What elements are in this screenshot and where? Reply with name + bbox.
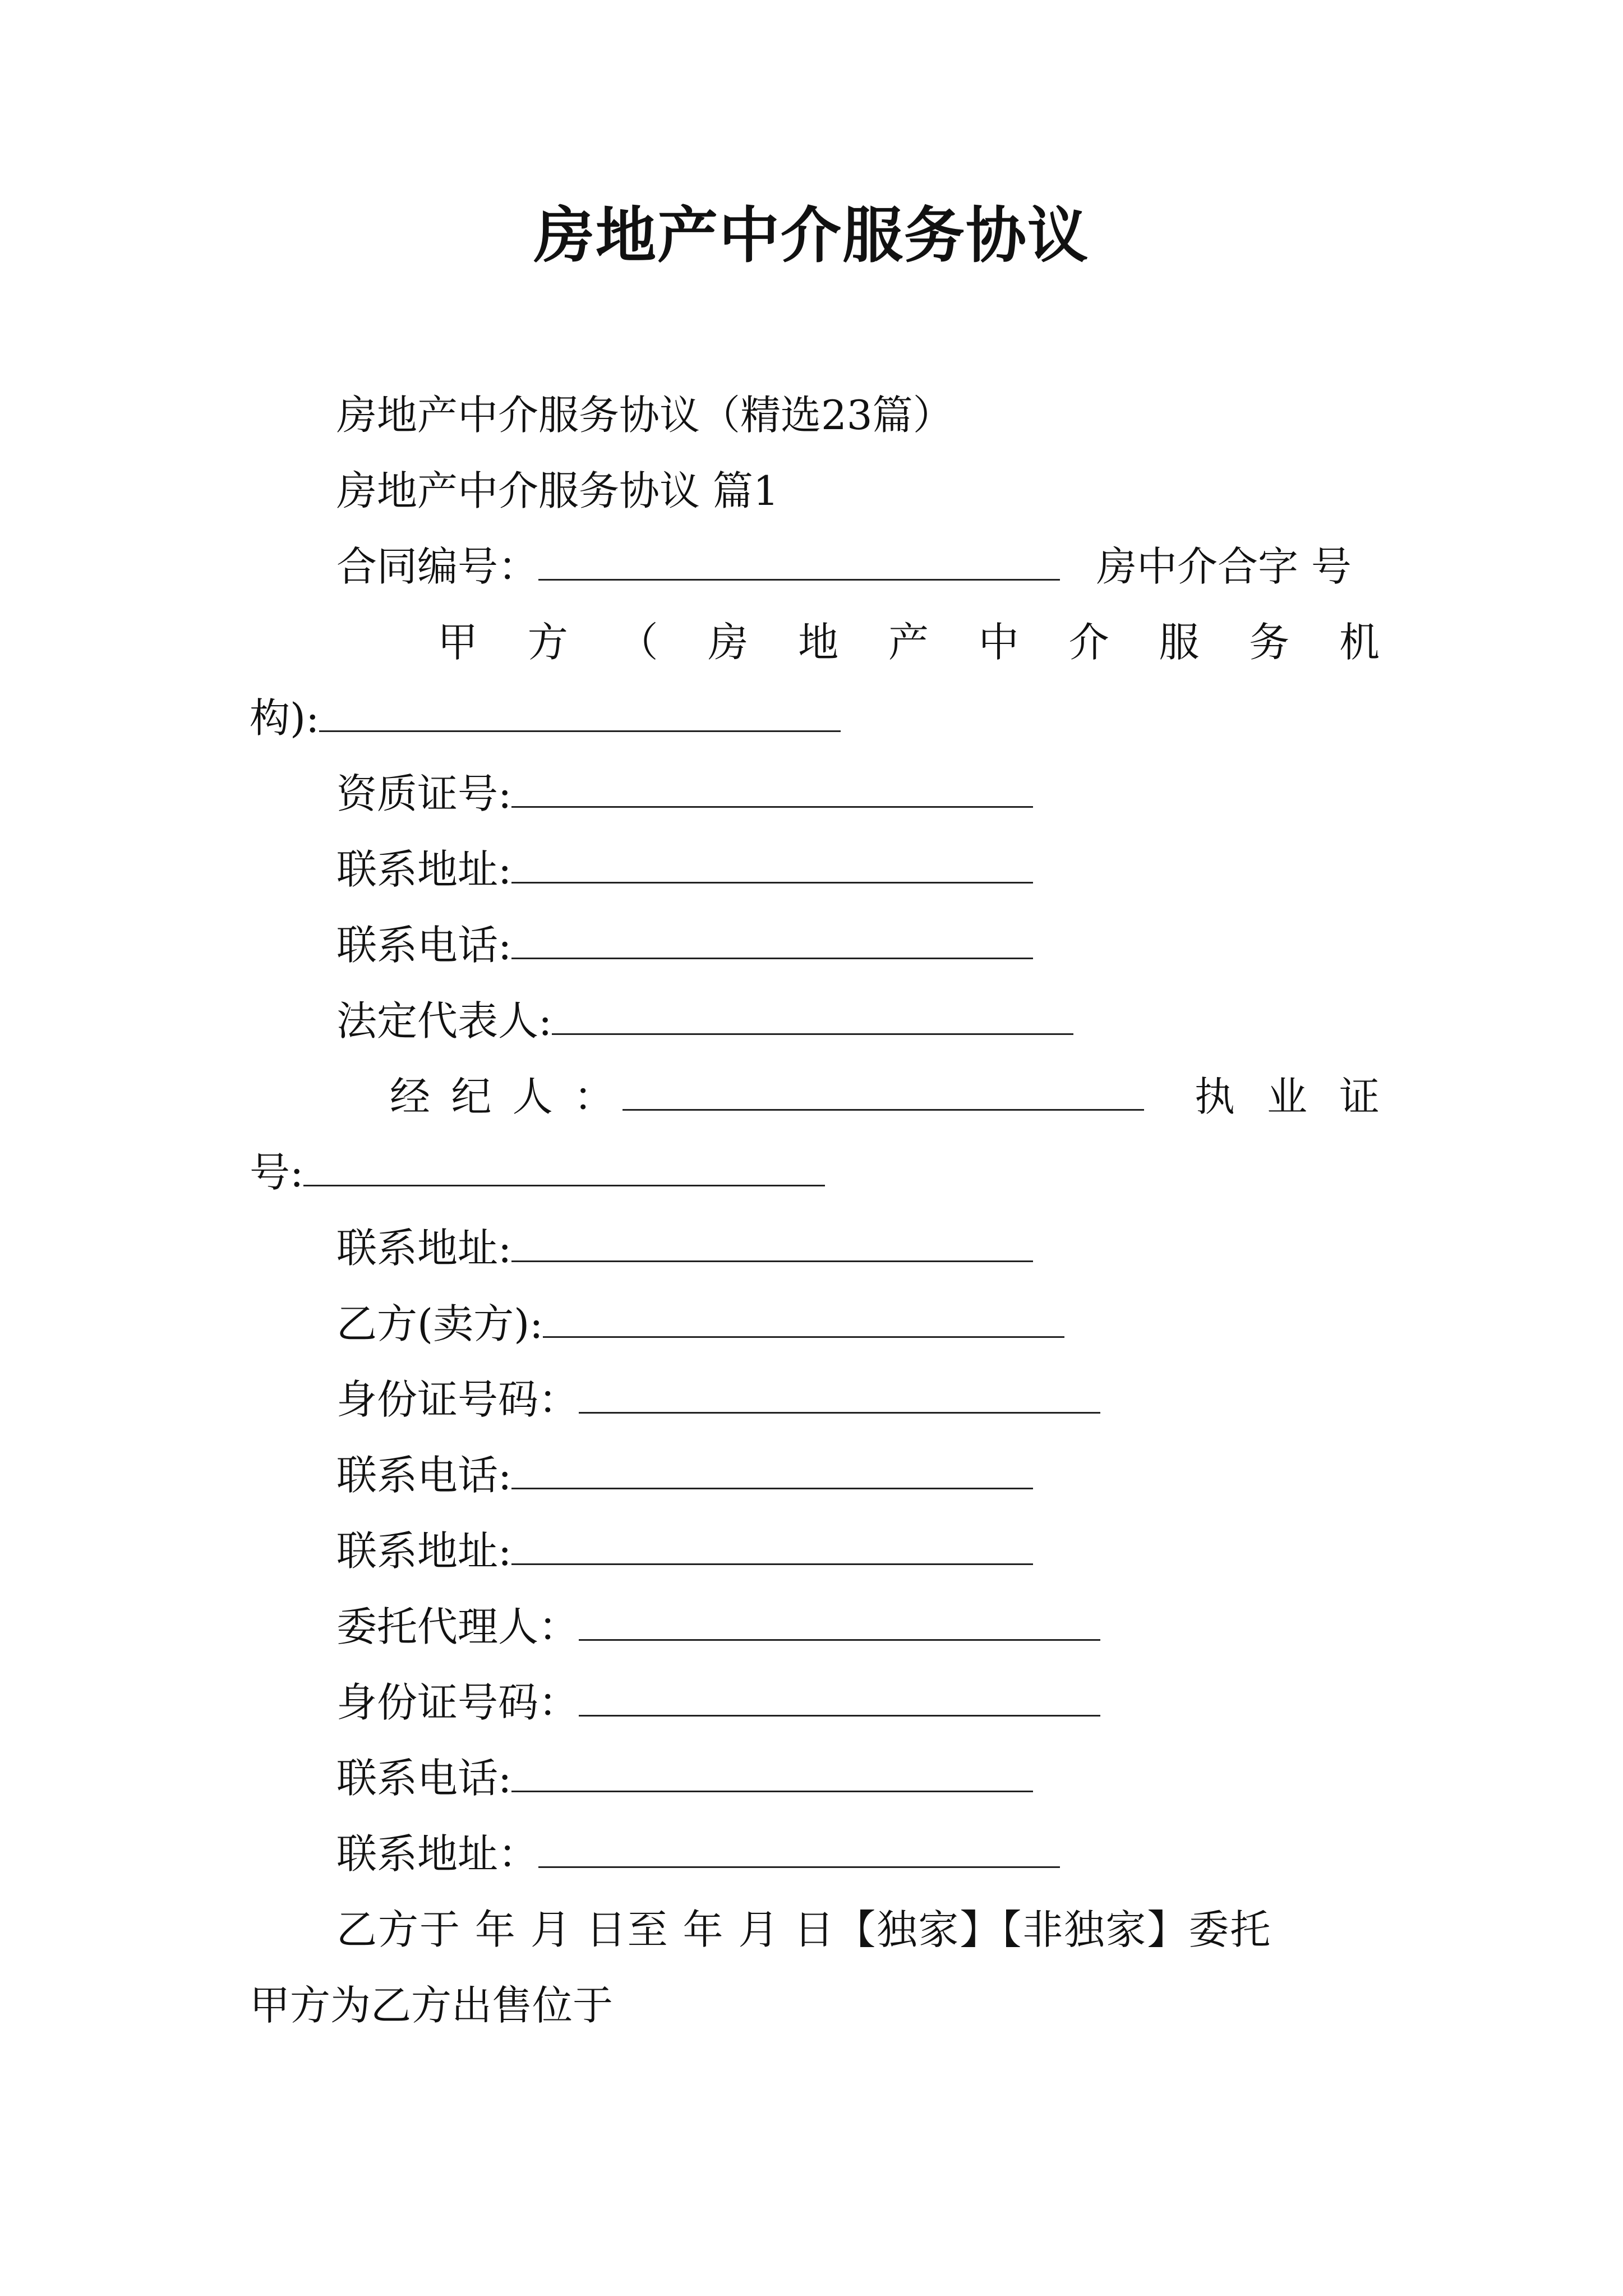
broker-char: 经 [390, 1073, 431, 1120]
address-row-3 [336, 1523, 1033, 1579]
party-a-char: 地 [798, 619, 839, 666]
party-a-blank[interactable] [319, 696, 841, 732]
clause-line-2: 甲方为乙方出售位于 [250, 1982, 614, 2029]
id-number-row-2 [336, 1674, 1100, 1731]
legal-rep-blank[interactable] [552, 999, 1073, 1035]
phone-row-1 [336, 917, 1033, 973]
broker-char: ： [573, 1073, 614, 1120]
party-a-label-continued [250, 690, 841, 746]
party-a-char: 机 [1339, 619, 1380, 666]
license-label-cont: 号: [250, 1149, 304, 1196]
phone-label: 联系电话: [336, 922, 512, 969]
clause-line-1: 乙方于 年 月 日至 年 月 日【独家】【非独家】委托 [336, 1906, 1272, 1953]
license-char: 执 [1195, 1073, 1235, 1120]
party-a-char: 务 [1249, 619, 1290, 666]
broker-char: 人 [512, 1073, 553, 1120]
party-b-row [336, 1296, 1064, 1352]
phone-label: 联系电话: [336, 1755, 512, 1802]
agent-row [336, 1599, 1100, 1655]
address-row-2 [336, 1220, 1033, 1276]
broker-char: 纪 [451, 1073, 492, 1120]
qualification-label: 资质证号: [336, 770, 512, 817]
license-char: 业 [1266, 1073, 1307, 1120]
agent-label: 委托代理人： [336, 1603, 579, 1650]
party-a-char: 中 [978, 619, 1019, 666]
license-blank[interactable] [303, 1150, 825, 1186]
party-a-label-cont-text: 构): [250, 694, 320, 742]
document-title: 房地产中介服务协议 [533, 200, 1089, 271]
phone-label: 联系电话: [336, 1452, 512, 1499]
phone-blank[interactable] [511, 1756, 1033, 1792]
address-blank[interactable] [511, 1529, 1033, 1565]
broker-blank[interactable] [623, 1074, 1144, 1111]
id-number-label: 身份证号码： [336, 1376, 579, 1423]
party-b-blank[interactable] [543, 1301, 1064, 1338]
party-a-char: 甲 [437, 619, 478, 666]
party-a-char: （ [617, 619, 658, 666]
party-a-label-row [437, 614, 1380, 670]
agent-blank[interactable] [579, 1604, 1100, 1641]
qualification-blank[interactable] [511, 771, 1033, 808]
license-label-row [1195, 1069, 1380, 1125]
legal-rep-label: 法定代表人: [336, 997, 552, 1045]
id-number-label: 身份证号码： [336, 1679, 579, 1726]
contract-number-blank[interactable] [538, 544, 1060, 581]
address-row-4 [336, 1826, 1060, 1882]
phone-blank[interactable] [511, 1453, 1033, 1489]
party-a-char: 房 [708, 619, 749, 666]
address-blank[interactable] [511, 847, 1033, 884]
qualification-row [336, 766, 1033, 822]
address-label: 联系地址: [336, 1527, 512, 1575]
broker-label-row [390, 1069, 614, 1125]
broker-blank-wrap [623, 1069, 1144, 1125]
address-label: 联系地址: [336, 1225, 512, 1272]
address-label: 联系地址: [336, 846, 512, 893]
phone-row-3 [336, 1750, 1033, 1806]
contract-number-suffix: 房中介合字 号 [1096, 543, 1352, 590]
party-b-label: 乙方(卖方): [336, 1300, 543, 1347]
party-a-char: 介 [1068, 619, 1109, 666]
contract-number-row [336, 539, 1060, 595]
address-blank[interactable] [538, 1832, 1060, 1868]
legal-rep-row [336, 993, 1073, 1049]
id-number-row-1 [336, 1372, 1100, 1428]
contract-number-label: 合同编号： [336, 543, 539, 590]
party-a-char: 方 [527, 619, 568, 666]
phone-row-2 [336, 1447, 1033, 1503]
id-number-blank[interactable] [579, 1680, 1100, 1717]
id-number-blank[interactable] [579, 1377, 1100, 1414]
license-char: 证 [1339, 1073, 1380, 1120]
phone-blank[interactable] [511, 923, 1033, 959]
party-a-char: 服 [1159, 619, 1200, 666]
document-subtitle: 房地产中介服务协议（精选23篇） [336, 392, 953, 439]
address-row-1 [336, 841, 1033, 898]
license-row-continued [250, 1144, 825, 1200]
address-blank[interactable] [511, 1226, 1033, 1262]
party-a-char: 产 [888, 619, 929, 666]
address-label: 联系地址： [336, 1830, 539, 1878]
section-heading: 房地产中介服务协议 篇1 [336, 467, 779, 514]
